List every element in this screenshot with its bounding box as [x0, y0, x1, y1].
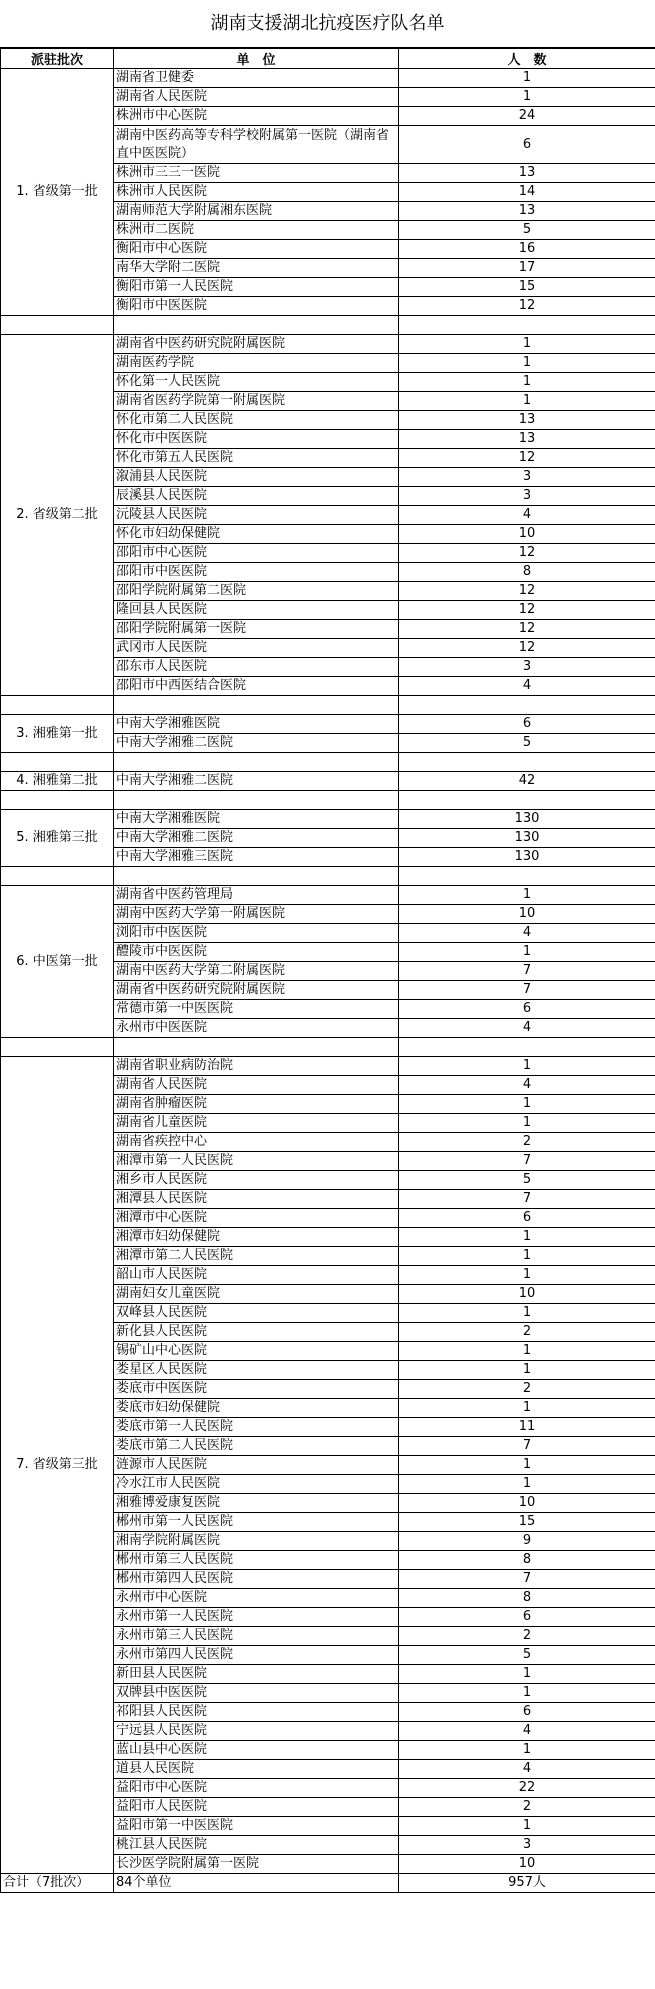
header-unit: 单 位: [114, 49, 399, 69]
unit-cell: 永州市中心医院: [114, 1589, 399, 1608]
roster-table-body: [1, 49, 655, 1893]
count-cell: 12: [399, 620, 655, 639]
spacer-cell: [114, 867, 399, 886]
count-cell: 17: [399, 259, 655, 278]
count-cell: 1: [399, 354, 655, 373]
count-cell: 1: [399, 69, 655, 88]
count-cell: 7: [399, 1570, 655, 1589]
count-cell: 13: [399, 202, 655, 221]
unit-cell: 怀化市第二人民医院: [114, 411, 399, 430]
count-cell: 1: [399, 1057, 655, 1076]
roster-table: [0, 48, 655, 1893]
table-row: [1, 715, 655, 734]
unit-cell: 怀化市中医医院: [114, 430, 399, 449]
unit-cell: 湖南省中医药管理局: [114, 886, 399, 905]
unit-cell: 湖南省医药学院第一附属医院: [114, 392, 399, 411]
unit-cell: 湖南省儿童医院: [114, 1114, 399, 1133]
count-cell: 4: [399, 924, 655, 943]
unit-cell: 湘雅博爱康复医院: [114, 1494, 399, 1513]
batch-cell: 6. 中医第一批: [1, 886, 114, 1038]
count-cell: 42: [399, 772, 655, 791]
count-cell: 1: [399, 1095, 655, 1114]
spacer-cell: [1, 791, 114, 810]
count-cell: 8: [399, 563, 655, 582]
count-cell: 6: [399, 1000, 655, 1019]
count-cell: 5: [399, 734, 655, 753]
spacer-cell: [399, 316, 655, 335]
total-row: [1, 1874, 655, 1893]
count-cell: 12: [399, 601, 655, 620]
unit-cell: 湘乡市人民医院: [114, 1171, 399, 1190]
unit-cell: 宁远县人民医院: [114, 1722, 399, 1741]
count-cell: 7: [399, 981, 655, 1000]
page-title: 湖南支援湖北抗疫医疗队名单: [0, 0, 655, 48]
unit-cell: 中南大学湘雅二医院: [114, 734, 399, 753]
count-cell: 7: [399, 1152, 655, 1171]
unit-cell: 湖南中医药高等专科学校附属第一医院（湖南省直中医医院）: [114, 126, 399, 164]
count-cell: 11: [399, 1418, 655, 1437]
count-cell: 24: [399, 107, 655, 126]
unit-cell: 中南大学湘雅医院: [114, 715, 399, 734]
unit-cell: 永州市第一人民医院: [114, 1608, 399, 1627]
spacer-cell: [114, 753, 399, 772]
unit-cell: 桃江县人民医院: [114, 1836, 399, 1855]
spacer-row: [1, 316, 655, 335]
unit-cell: 湖南中医药大学第二附属医院: [114, 962, 399, 981]
spacer-cell: [1, 867, 114, 886]
table-row: [1, 772, 655, 791]
count-cell: 6: [399, 126, 655, 164]
unit-cell: 湖南省疾控中心: [114, 1133, 399, 1152]
table-row: [1, 886, 655, 905]
unit-cell: 湖南省人民医院: [114, 88, 399, 107]
unit-cell: 祁阳县人民医院: [114, 1703, 399, 1722]
unit-cell: 娄底市第二人民医院: [114, 1437, 399, 1456]
unit-cell: 郴州市第一人民医院: [114, 1513, 399, 1532]
unit-cell: 道县人民医院: [114, 1760, 399, 1779]
count-cell: 15: [399, 1513, 655, 1532]
table-row: [1, 335, 655, 354]
table-row: [1, 1057, 655, 1076]
unit-cell: 醴陵市中医医院: [114, 943, 399, 962]
count-cell: 5: [399, 1646, 655, 1665]
count-cell: 12: [399, 582, 655, 601]
count-cell: 1: [399, 886, 655, 905]
count-cell: 1: [399, 1361, 655, 1380]
count-cell: 1: [399, 1456, 655, 1475]
spacer-cell: [114, 1038, 399, 1057]
unit-cell: 邵东市人民医院: [114, 658, 399, 677]
unit-cell: 郴州市第四人民医院: [114, 1570, 399, 1589]
count-cell: 1: [399, 88, 655, 107]
spacer-cell: [399, 791, 655, 810]
unit-cell: 双峰县人民医院: [114, 1304, 399, 1323]
count-cell: 4: [399, 1076, 655, 1095]
unit-cell: 邵阳学院附属第一医院: [114, 620, 399, 639]
count-cell: 130: [399, 848, 655, 867]
spacer-cell: [114, 791, 399, 810]
count-cell: 8: [399, 1551, 655, 1570]
spacer-row: [1, 867, 655, 886]
unit-cell: 湘潭县人民医院: [114, 1190, 399, 1209]
unit-cell: 衡阳市第一人民医院: [114, 278, 399, 297]
count-cell: 8: [399, 1589, 655, 1608]
unit-cell: 中南大学湘雅二医院: [114, 829, 399, 848]
spacer-cell: [1, 696, 114, 715]
unit-cell: 湘南学院附属医院: [114, 1532, 399, 1551]
unit-cell: 湘潭市妇幼保健院: [114, 1228, 399, 1247]
count-cell: 1: [399, 943, 655, 962]
unit-cell: 邵阳学院附属第二医院: [114, 582, 399, 601]
count-cell: 3: [399, 487, 655, 506]
unit-cell: 新田县人民医院: [114, 1665, 399, 1684]
unit-cell: 涟源市人民医院: [114, 1456, 399, 1475]
unit-cell: 浏阳市中医医院: [114, 924, 399, 943]
spacer-cell: [1, 1038, 114, 1057]
unit-cell: 怀化市妇幼保健院: [114, 525, 399, 544]
count-cell: 1: [399, 1342, 655, 1361]
unit-cell: 溆浦县人民医院: [114, 468, 399, 487]
unit-cell: 永州市中医医院: [114, 1019, 399, 1038]
count-cell: 1: [399, 1114, 655, 1133]
unit-cell: 武冈市人民医院: [114, 639, 399, 658]
total-label: 合计（7批次）: [1, 1874, 114, 1893]
unit-cell: 怀化第一人民医院: [114, 373, 399, 392]
spacer-cell: [399, 753, 655, 772]
count-cell: 15: [399, 278, 655, 297]
unit-cell: 南华大学附二医院: [114, 259, 399, 278]
unit-cell: 湖南省职业病防治院: [114, 1057, 399, 1076]
unit-cell: 湖南省中医药研究院附属医院: [114, 335, 399, 354]
count-cell: 14: [399, 183, 655, 202]
count-cell: 6: [399, 1703, 655, 1722]
count-cell: 4: [399, 1019, 655, 1038]
table-row: [1, 69, 655, 88]
count-cell: 1: [399, 1247, 655, 1266]
count-cell: 2: [399, 1627, 655, 1646]
unit-cell: 新化县人民医院: [114, 1323, 399, 1342]
unit-cell: 双牌县中医医院: [114, 1684, 399, 1703]
unit-cell: 湘潭市第二人民医院: [114, 1247, 399, 1266]
unit-cell: 湖南省人民医院: [114, 1076, 399, 1095]
count-cell: 5: [399, 221, 655, 240]
unit-cell: 湖南师范大学附属湘东医院: [114, 202, 399, 221]
count-cell: 22: [399, 1779, 655, 1798]
unit-cell: 湖南省卫健委: [114, 69, 399, 88]
count-cell: 10: [399, 1285, 655, 1304]
unit-cell: 中南大学湘雅三医院: [114, 848, 399, 867]
spacer-cell: [114, 696, 399, 715]
total-count: 957人: [399, 1874, 655, 1893]
unit-cell: 益阳市中心医院: [114, 1779, 399, 1798]
unit-cell: 湘潭市中心医院: [114, 1209, 399, 1228]
unit-cell: 株洲市二医院: [114, 221, 399, 240]
unit-cell: 衡阳市中医医院: [114, 297, 399, 316]
count-cell: 10: [399, 905, 655, 924]
count-cell: 12: [399, 297, 655, 316]
count-cell: 12: [399, 544, 655, 563]
unit-cell: 郴州市第三人民医院: [114, 1551, 399, 1570]
unit-cell: 益阳市第一中医医院: [114, 1817, 399, 1836]
unit-cell: 娄底市妇幼保健院: [114, 1399, 399, 1418]
count-cell: 16: [399, 240, 655, 259]
unit-cell: 中南大学湘雅医院: [114, 810, 399, 829]
unit-cell: 永州市第四人民医院: [114, 1646, 399, 1665]
unit-cell: 娄星区人民医院: [114, 1361, 399, 1380]
count-cell: 6: [399, 1209, 655, 1228]
spacer-cell: [1, 316, 114, 335]
count-cell: 9: [399, 1532, 655, 1551]
count-cell: 1: [399, 1228, 655, 1247]
count-cell: 6: [399, 1608, 655, 1627]
count-cell: 2: [399, 1380, 655, 1399]
unit-cell: 邵阳市中医医院: [114, 563, 399, 582]
spacer-cell: [399, 867, 655, 886]
count-cell: 10: [399, 1855, 655, 1874]
unit-cell: 湖南中医药大学第一附属医院: [114, 905, 399, 924]
unit-cell: 株洲市人民医院: [114, 183, 399, 202]
unit-cell: 锡矿山中心医院: [114, 1342, 399, 1361]
unit-cell: 湖南省肿瘤医院: [114, 1095, 399, 1114]
count-cell: 1: [399, 1665, 655, 1684]
count-cell: 7: [399, 1190, 655, 1209]
unit-cell: 湘潭市第一人民医院: [114, 1152, 399, 1171]
batch-cell: 7. 省级第三批: [1, 1057, 114, 1874]
count-cell: 10: [399, 525, 655, 544]
unit-cell: 辰溪县人民医院: [114, 487, 399, 506]
unit-cell: 永州市第三人民医院: [114, 1627, 399, 1646]
spacer-cell: [399, 696, 655, 715]
count-cell: 2: [399, 1798, 655, 1817]
header-batch: 派驻批次: [1, 49, 114, 69]
count-cell: 6: [399, 715, 655, 734]
unit-cell: 韶山市人民医院: [114, 1266, 399, 1285]
unit-cell: 株洲市中心医院: [114, 107, 399, 126]
count-cell: 3: [399, 468, 655, 487]
unit-cell: 湖南妇女儿童医院: [114, 1285, 399, 1304]
spacer-cell: [1, 753, 114, 772]
header-count: 人 数: [399, 49, 655, 69]
spacer-row: [1, 753, 655, 772]
unit-cell: 衡阳市中心医院: [114, 240, 399, 259]
unit-cell: 株洲市三三一医院: [114, 164, 399, 183]
count-cell: 4: [399, 677, 655, 696]
table-row: [1, 810, 655, 829]
unit-cell: 娄底市中医医院: [114, 1380, 399, 1399]
count-cell: 130: [399, 829, 655, 848]
count-cell: 13: [399, 411, 655, 430]
batch-cell: 3. 湘雅第一批: [1, 715, 114, 753]
count-cell: 130: [399, 810, 655, 829]
count-cell: 3: [399, 1836, 655, 1855]
unit-cell: 邵阳市中心医院: [114, 544, 399, 563]
unit-cell: 隆回县人民医院: [114, 601, 399, 620]
spacer-row: [1, 791, 655, 810]
unit-cell: 娄底市第一人民医院: [114, 1418, 399, 1437]
unit-cell: 沅陵县人民医院: [114, 506, 399, 525]
count-cell: 1: [399, 1399, 655, 1418]
unit-cell: 怀化市第五人民医院: [114, 449, 399, 468]
count-cell: 2: [399, 1323, 655, 1342]
count-cell: 13: [399, 430, 655, 449]
batch-cell: 1. 省级第一批: [1, 69, 114, 316]
count-cell: 1: [399, 1304, 655, 1323]
unit-cell: 邵阳市中西医结合医院: [114, 677, 399, 696]
total-units: 84个单位: [114, 1874, 399, 1893]
count-cell: 1: [399, 1741, 655, 1760]
count-cell: 12: [399, 449, 655, 468]
unit-cell: 益阳市人民医院: [114, 1798, 399, 1817]
count-cell: 5: [399, 1171, 655, 1190]
unit-cell: 蓝山县中心医院: [114, 1741, 399, 1760]
unit-cell: 冷水江市人民医院: [114, 1475, 399, 1494]
count-cell: 7: [399, 1437, 655, 1456]
count-cell: 1: [399, 392, 655, 411]
spacer-row: [1, 696, 655, 715]
count-cell: 2: [399, 1133, 655, 1152]
count-cell: 1: [399, 335, 655, 354]
count-cell: 12: [399, 639, 655, 658]
unit-cell: 长沙医学院附属第一医院: [114, 1855, 399, 1874]
unit-cell: 中南大学湘雅二医院: [114, 772, 399, 791]
count-cell: 7: [399, 962, 655, 981]
unit-cell: 湖南医药学院: [114, 354, 399, 373]
count-cell: 1: [399, 1817, 655, 1836]
count-cell: 4: [399, 1722, 655, 1741]
batch-cell: 4. 湘雅第二批: [1, 772, 114, 791]
spacer-cell: [114, 316, 399, 335]
count-cell: 1: [399, 1684, 655, 1703]
count-cell: 4: [399, 1760, 655, 1779]
batch-cell: 5. 湘雅第三批: [1, 810, 114, 867]
count-cell: 10: [399, 1494, 655, 1513]
batch-cell: 2. 省级第二批: [1, 335, 114, 696]
count-cell: 1: [399, 373, 655, 392]
unit-cell: 常德市第一中医医院: [114, 1000, 399, 1019]
count-cell: 1: [399, 1475, 655, 1494]
count-cell: 13: [399, 164, 655, 183]
spacer-cell: [399, 1038, 655, 1057]
spacer-row: [1, 1038, 655, 1057]
header-row: [1, 49, 655, 69]
count-cell: 3: [399, 658, 655, 677]
count-cell: 4: [399, 506, 655, 525]
count-cell: 1: [399, 1266, 655, 1285]
unit-cell: 湖南省中医药研究院附属医院: [114, 981, 399, 1000]
